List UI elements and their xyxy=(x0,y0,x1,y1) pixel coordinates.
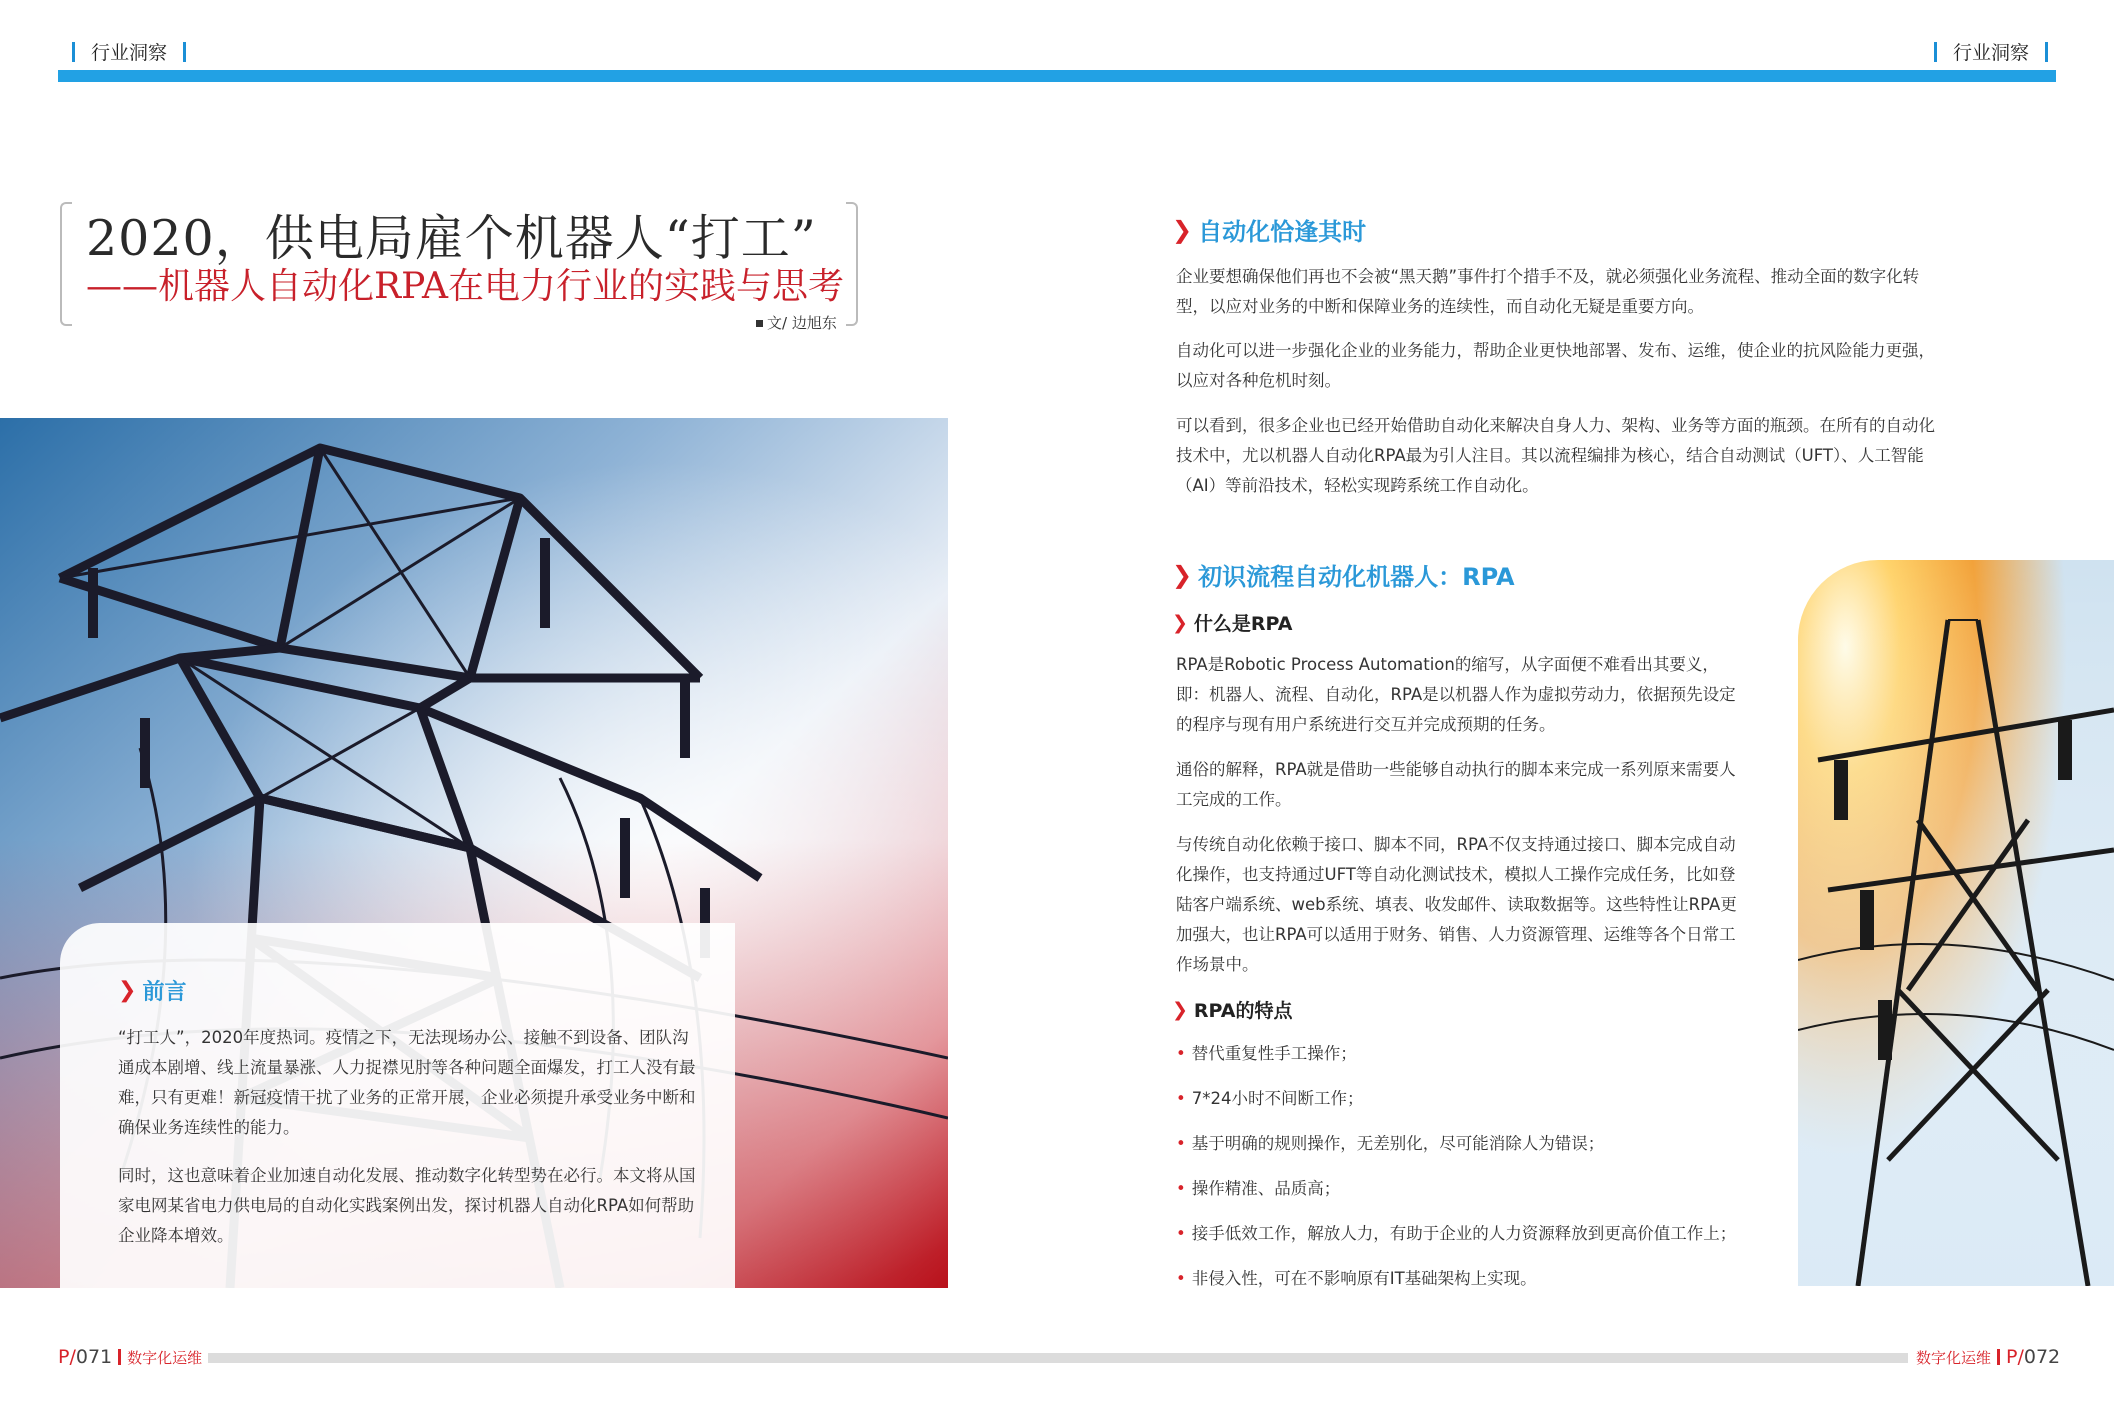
bullet-dot-icon: • xyxy=(1176,1134,1186,1153)
body-paragraph: 自动化可以进一步强化企业的业务能力，帮助企业更快地部署、发布、运维，使企业的抗风险能力更强，以应对各种危机时刻。 xyxy=(1176,341,1935,390)
body-paragraph: 通俗的解释，RPA就是借助一些能够自动执行的脚本来完成一系列原来需要人工完成的工作。 xyxy=(1176,760,1736,809)
author-text: 文/ 边旭东 xyxy=(767,314,837,332)
feature-text: 操作精准、品质高； xyxy=(1191,1179,1341,1198)
subheading-text: 什么是RPA xyxy=(1193,613,1293,635)
page-number: 071 xyxy=(75,1346,113,1368)
header-divider xyxy=(1934,42,1937,62)
footer-divider xyxy=(118,1349,121,1365)
chevron-right-icon: ❯ xyxy=(1172,611,1188,634)
feature-text: 基于明确的规则操作，无差别化，尽可能消除人为错误； xyxy=(1191,1134,1605,1153)
body-paragraph: 可以看到，很多企业也已经开始借助自动化来解决自身人力、架构、业务等方面的瓶颈。在所有的自动化技术中，尤以机器人自动化RPA最为引人注目。其以流程编排为核心，结合自动测试（UFT）、人工智能（AI）等前沿技术，轻松实现跨系统工作自动化。 xyxy=(1176,416,1935,495)
footer-rule xyxy=(208,1353,1908,1363)
section-title: 初识流程自动化机器人：RPA xyxy=(1198,563,1515,591)
chevron-right-icon: ❯ xyxy=(1172,998,1188,1021)
bullet-dot-icon: • xyxy=(1176,1179,1186,1198)
body-paragraph: RPA是Robotic Process Automation的缩写，从字面便不难看出其要义，即：机器人、流程、自动化，RPA是以机器人作为虚拟劳动力，依据预先设定的程序与现有用户系统进行交互并完成预期的任务。 xyxy=(1176,655,1736,734)
header-section-left-label: 行业洞察 xyxy=(91,42,168,64)
bullet-dot-icon: • xyxy=(1176,1269,1186,1288)
header-divider xyxy=(72,42,75,62)
article-subtitle: ——机器人自动化RPA在电力行业的实践与思考 xyxy=(86,266,845,307)
body-paragraph: 与传统自动化依赖于接口、脚本不同，RPA不仅支持通过接口、脚本完成自动化操作，也支持通过UFT等自动化测试技术，模拟人工操作完成任务，比如登陆客户端系统、web系统、填表、收发邮件、读取数据等。这些特性让RPA更加强大，也让RPA可以适用于财务、销售、人力资源管理、运维等各个日常工作场景中。 xyxy=(1176,835,1737,974)
square-bullet-icon xyxy=(756,320,763,327)
header-section-right xyxy=(1934,38,2048,65)
feature-list-item xyxy=(1176,1130,1604,1154)
bullet-dot-icon: • xyxy=(1176,1224,1186,1243)
chevron-right-icon: ❯ xyxy=(1172,560,1193,589)
subheading-rpa-features xyxy=(1172,996,1292,1023)
title-bracket-right xyxy=(846,202,858,326)
feature-text: 替代重复性手工操作； xyxy=(1191,1044,1357,1063)
body-paragraph: 企业要想确保他们再也不会被“黑天鹅”事件打个措手不及，就必须强化业务流程、推动全面的数字化转型，以应对业务的中断和保障业务的连续性，而自动化无疑是重要方向。 xyxy=(1176,267,1920,316)
feature-list-item xyxy=(1176,1175,1340,1199)
preface-title: 前言 xyxy=(142,980,187,1005)
feature-text: 接手低效工作，解放人力，有助于企业的人力资源释放到更高价值工作上； xyxy=(1191,1224,1737,1243)
section-heading-automation xyxy=(1172,212,1366,247)
page-number: 072 xyxy=(2023,1346,2061,1368)
footer-category: 数字化运维 xyxy=(1916,1348,1992,1367)
header-divider xyxy=(2045,42,2048,62)
footer-category: 数字化运维 xyxy=(127,1348,203,1367)
preface-paragraph: “打工人”，2020年度热词。疫情之下，无法现场办公、接触不到设备、团队沟通成本剧增、线上流量暴涨、人力捉襟见肘等各种问题全面爆发，打工人没有最难，只有更难！新冠疫情干扰了业务的正常开展，企业必须提升承受业务中断和确保业务连续性的能力。 xyxy=(118,1028,696,1137)
title-bracket-left xyxy=(60,202,72,326)
preface-heading xyxy=(118,975,186,1006)
transmission-tower-photo-right xyxy=(1798,560,2114,1286)
header-section-left xyxy=(72,38,186,65)
header-rule xyxy=(58,70,2056,82)
footer-left xyxy=(58,1346,202,1368)
chevron-right-icon: ❯ xyxy=(118,978,137,1003)
feature-text: 7*24小时不间断工作； xyxy=(1191,1089,1364,1108)
article-title: 2020，供电局雇个机器人“打工” xyxy=(86,210,817,267)
chevron-right-icon: ❯ xyxy=(1172,215,1193,244)
preface-card xyxy=(60,923,735,1288)
page-prefix: P/ xyxy=(2006,1346,2024,1368)
section-heading-rpa xyxy=(1172,557,1515,592)
preface-paragraph: 同时，这也意味着企业加速自动化发展、推动数字化转型势在必行。本文将从国家电网某省电力供电局的自动化实践案例出发，探讨机器人自动化RPA如何帮助企业降本增效。 xyxy=(118,1166,696,1245)
feature-list-item xyxy=(1176,1040,1357,1064)
feature-list-item xyxy=(1176,1085,1363,1109)
feature-text: 非侵入性，可在不影响原有IT基础架构上实现。 xyxy=(1191,1269,1537,1288)
bullet-dot-icon: • xyxy=(1176,1089,1186,1108)
subheading-text: RPA的特点 xyxy=(1193,1000,1293,1022)
subheading-what-is-rpa xyxy=(1172,609,1292,636)
header-section-right-label: 行业洞察 xyxy=(1952,42,2029,64)
feature-list-item xyxy=(1176,1265,1537,1289)
bullet-dot-icon: • xyxy=(1176,1044,1186,1063)
footer-right xyxy=(1916,1346,2060,1368)
section-title: 自动化恰逢其时 xyxy=(1198,218,1367,246)
footer-divider xyxy=(1997,1349,2000,1365)
page-prefix: P/ xyxy=(58,1346,76,1368)
article-author xyxy=(756,312,837,333)
feature-list-item xyxy=(1176,1220,1736,1244)
header-divider xyxy=(183,42,186,62)
